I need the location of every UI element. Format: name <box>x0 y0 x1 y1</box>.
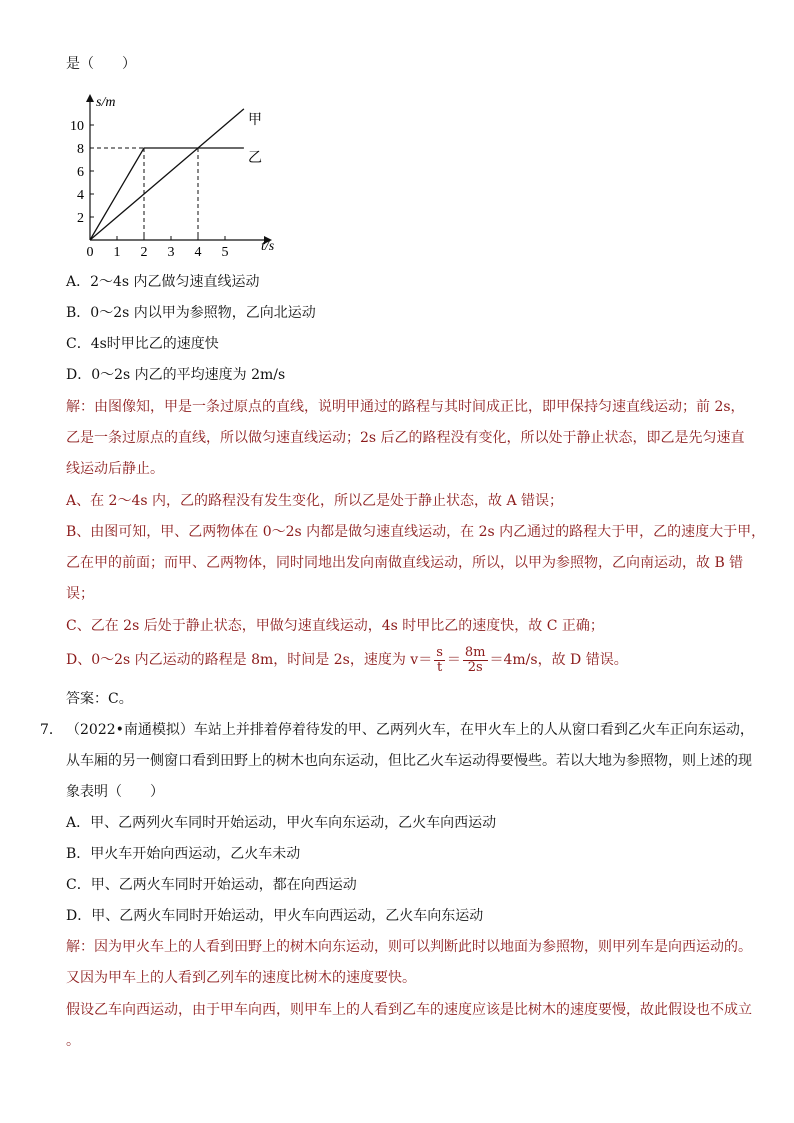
q6-solution-d <box>66 642 628 678</box>
q6-option-b: B．0～2s 内以甲为参照物，乙向北运动 <box>66 305 316 321</box>
fraction-s-over-t <box>434 646 445 675</box>
q7-stem-line-1: （2022•南通模拟）车站上并排着停着待发的甲、乙两列火车，在甲火车上的人从窗口看到乙火车正向东运动， <box>66 722 754 738</box>
q7-solution-line-4: 。 <box>66 1033 80 1049</box>
fraction-denominator: 2s <box>467 659 483 675</box>
q6-solution-b-3: 误； <box>66 586 94 602</box>
q6-solution-a: A、在 2～4s 内，乙的路程没有发生变化，所以乙是处于静止状态，故 A 错误； <box>66 493 564 509</box>
q7-stem-line-3: 象表明（ ） <box>66 784 164 800</box>
q7-option-a: A．甲、乙两列火车同时开始运动，甲火车向东运动，乙火车向西运动 <box>66 815 497 831</box>
x-tick-label: 3 <box>167 245 175 260</box>
fraction-8m-over-2s <box>463 646 488 675</box>
q7-option-b: B．甲火车开始向西运动，乙火车未动 <box>66 846 301 862</box>
q6-solution-b-1: B、由图可知，甲、乙两物体在 0～2s 内都是做匀速直线运动，在 2s 内乙通过的路程大于甲，乙的速度大于甲， <box>66 524 766 540</box>
fraction-numerator: s <box>436 644 443 660</box>
y-tick-label: 4 <box>77 188 84 203</box>
s-t-graph <box>58 90 288 260</box>
q7-solution-line-3: 假设乙车向西运动，由于甲车向西，则甲车上的人看到乙车的速度应该是比树木的速度要慢，故此假设也不成立 <box>66 1002 752 1018</box>
q6-solution-d-prefix: D、0～2s 内乙运动的路程是 8m，时间是 2s，速度为 v＝ <box>66 652 433 668</box>
question-tail: 是（ ） <box>66 56 136 72</box>
q6-solution-line-1: 解：由图像知，甲是一条过原点的直线，说明甲通过的路程与其时间成正比，即甲保持匀速直线运动；前 2s， <box>66 399 745 415</box>
q6-option-c: C．4s时甲比乙的速度快 <box>66 336 219 352</box>
series-jia-line <box>90 109 244 240</box>
fraction-numerator: 8m <box>464 644 486 660</box>
q7-solution-line-2: 又因为甲车上的人看到乙列车的速度比树木的速度要快。 <box>66 970 416 986</box>
x-tick-label: 4 <box>194 245 202 260</box>
x-tick-label: 0 <box>86 245 94 260</box>
x-tick-label: 2 <box>140 245 148 260</box>
series-lines <box>90 109 244 240</box>
series-label-yi: 乙 <box>248 150 262 166</box>
y-tick-label: 8 <box>77 142 84 157</box>
y-axis-arrow <box>86 94 94 102</box>
q6-option-a: A．2～4s 内乙做匀速直线运动 <box>66 274 260 290</box>
y-tick-label: 2 <box>77 211 84 226</box>
equals-sign: ＝ <box>446 652 461 668</box>
q6-answer: 答案：C。 <box>66 691 133 707</box>
x-tick-label: 1 <box>113 245 121 260</box>
q7-stem-line-2: 从车厢的另一侧窗口看到田野上的树木也向东运动，但比乙火车运动得要慢些。若以大地为参照物，则上述的现 <box>66 753 752 769</box>
x-axis-label: t/s <box>261 239 275 254</box>
q6-solution-line-2: 乙是一条过原点的直线，所以做匀速直线运动；2s 后乙的路程没有变化，所以处于静止状态，即乙是先匀速直 <box>66 430 745 446</box>
q6-option-d: D．0～2s 内乙的平均速度为 2m/s <box>66 367 286 383</box>
x-tick-label: 5 <box>221 245 229 260</box>
q6-solution-c: C、乙在 2s 后处于静止状态，甲做匀速直线运动，4s 时甲比乙的速度快，故 C 正确； <box>66 618 604 634</box>
q6-solution-line-3: 线运动后静止。 <box>66 461 164 477</box>
q7-number: 7． <box>40 722 63 738</box>
q7-option-c: C．甲、乙两火车同时开始运动，都在向西运动 <box>66 877 357 893</box>
q7-solution-line-1: 解：因为甲火车上的人看到田野上的树木向东运动，则可以判断此时以地面为参照物，则甲列车是向西运动的。 <box>66 939 752 955</box>
q7-option-d: D．甲、乙两火车同时开始运动，甲火车向西运动，乙火车向东运动 <box>66 908 484 924</box>
y-tick-label: 10 <box>70 119 84 134</box>
y-tick-label: 6 <box>77 165 84 180</box>
series-yi-line <box>90 148 244 240</box>
q6-solution-b-2: 乙在甲的前面；而甲、乙两物体，同时同地出发向南做直线运动，所以，以甲为参照物，乙向南运动，故 B 错 <box>66 555 744 571</box>
y-axis-label: s/m <box>96 95 116 110</box>
q6-solution-d-suffix: ＝4m/s，故 D 错误。 <box>489 652 628 668</box>
series-label-jia: 甲 <box>248 112 262 128</box>
fraction-denominator: t <box>436 659 443 675</box>
